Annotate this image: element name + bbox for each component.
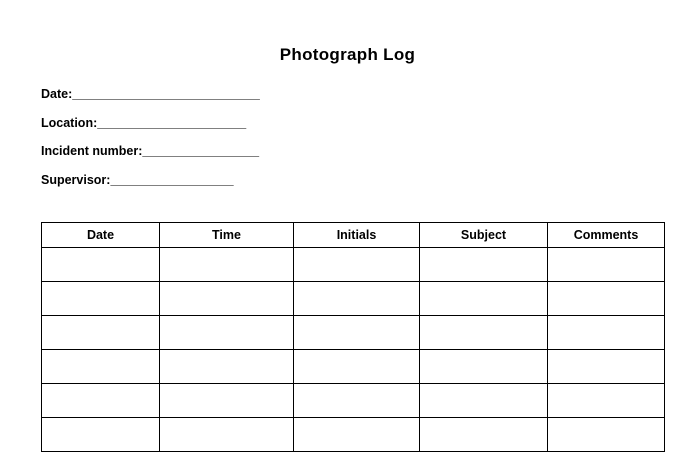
field-supervisor [41, 174, 601, 187]
field-location-input[interactable]: _______________________ [97, 115, 246, 130]
field-incident-number-input[interactable]: __________________ [142, 144, 259, 158]
field-incident-number [41, 145, 601, 158]
cell-initials[interactable] [294, 282, 420, 316]
table-header [42, 223, 665, 248]
column-header-date: Date [42, 223, 160, 248]
field-location [41, 117, 601, 130]
cell-comments[interactable] [548, 248, 665, 282]
cell-comments[interactable] [548, 316, 665, 350]
cell-subject[interactable] [420, 248, 548, 282]
cell-time[interactable] [160, 316, 294, 350]
field-incident-number-label: Incident number: [41, 144, 143, 158]
form-fields [41, 88, 601, 202]
cell-comments[interactable] [548, 282, 665, 316]
field-date-label: Date: [41, 87, 73, 101]
cell-date[interactable] [42, 384, 160, 418]
cell-date[interactable] [42, 316, 160, 350]
column-header-subject: Subject [420, 223, 548, 248]
cell-subject[interactable] [420, 350, 548, 384]
table-row [42, 316, 665, 350]
table-row [42, 350, 665, 384]
field-location-label: Location: [41, 115, 98, 130]
cell-initials[interactable] [294, 316, 420, 350]
field-date [41, 88, 601, 101]
column-header-initials: Initials [294, 223, 420, 248]
page-title: Photograph Log [279, 45, 416, 64]
cell-subject[interactable] [420, 316, 548, 350]
cell-comments[interactable] [548, 418, 665, 452]
cell-initials[interactable] [294, 350, 420, 384]
cell-time[interactable] [160, 418, 294, 452]
photograph-log-table [41, 222, 665, 452]
cell-date[interactable] [42, 418, 160, 452]
table-body [42, 248, 665, 452]
table-row [42, 384, 665, 418]
cell-subject[interactable] [420, 384, 548, 418]
cell-subject[interactable] [420, 418, 548, 452]
cell-comments[interactable] [548, 350, 665, 384]
cell-date[interactable] [42, 282, 160, 316]
cell-date[interactable] [42, 350, 160, 384]
cell-time[interactable] [160, 384, 294, 418]
cell-time[interactable] [160, 350, 294, 384]
table-row [42, 282, 665, 316]
cell-time[interactable] [160, 282, 294, 316]
cell-comments[interactable] [548, 384, 665, 418]
field-supervisor-input[interactable]: ___________________ [110, 172, 234, 187]
table-row [42, 248, 665, 282]
field-supervisor-label: Supervisor: [41, 172, 111, 187]
field-date-input[interactable]: _____________________________ [72, 87, 260, 101]
cell-initials[interactable] [294, 418, 420, 452]
cell-subject[interactable] [420, 282, 548, 316]
cell-time[interactable] [160, 248, 294, 282]
table-row [42, 418, 665, 452]
column-header-time: Time [160, 223, 294, 248]
table-header-row [42, 223, 665, 248]
cell-initials[interactable] [294, 248, 420, 282]
cell-date[interactable] [42, 248, 160, 282]
column-header-comments: Comments [548, 223, 665, 248]
cell-initials[interactable] [294, 384, 420, 418]
